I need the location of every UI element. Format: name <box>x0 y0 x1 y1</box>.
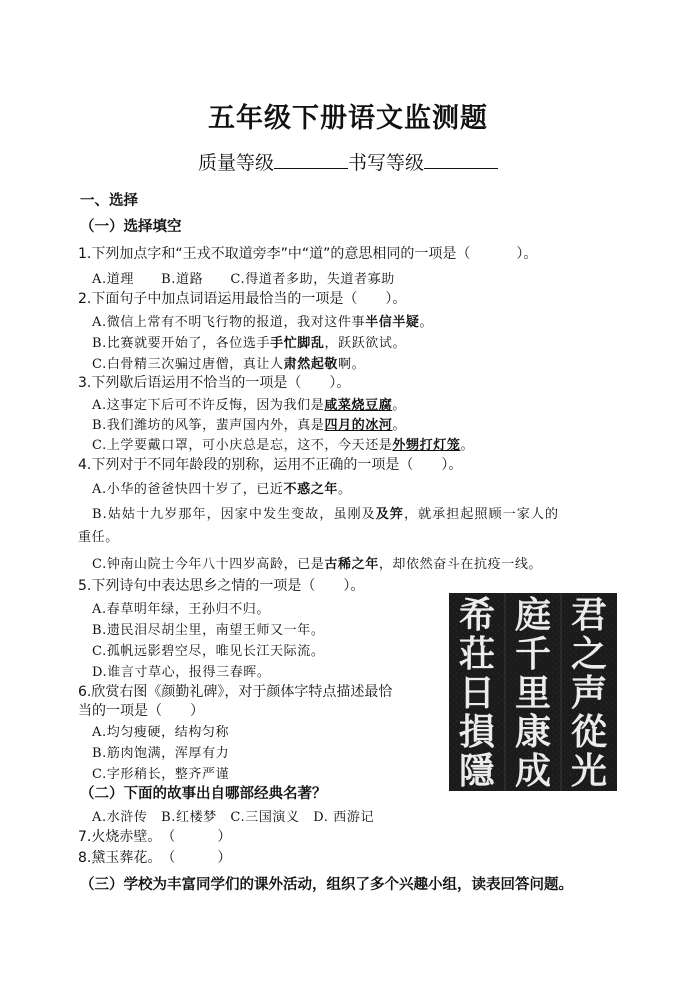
question-4-option-c: C.钟南山院士今年八十四岁高龄，已是古稀之年，却依然奋斗在抗疫一线。 <box>92 557 543 572</box>
question-5: 5.下列诗句中表达思乡之情的一项是（ ）。 <box>78 578 365 594</box>
question-4: 4.下列对于不同年龄段的别称，运用不正确的一项是（ ）。 <box>78 457 463 473</box>
calligraphy-char: 君 <box>570 594 608 636</box>
underlined-phrase: 外甥打灯笼 <box>392 438 461 453</box>
question-6-option-a: A.均匀瘦硬，结构匀称 <box>92 725 230 740</box>
question-2-option-a: A.微信上常有不明飞行物的报道，我对这件事半信半疑。 <box>92 315 434 330</box>
writing-label: 书写等级 <box>348 152 425 174</box>
question-1-end: ）。 <box>516 246 538 262</box>
book-options: A.水浒传 B.红楼梦 C.三国演义 D. 西游记 <box>92 810 375 825</box>
underlined-phrase: 四月的冰河 <box>324 418 393 433</box>
question-5-option-d: D.谁言寸草心，报得三春晖。 <box>92 665 271 680</box>
question-3-option-c: C.上学要戴口罩，可小庆总是忘，这不，今天还是外甥打灯笼。 <box>92 438 475 453</box>
question-2-option-c: C.白骨精三次骗过唐僧，真让人肃然起敬啊。 <box>92 357 366 372</box>
emphasized-word: 古稀之年 <box>324 557 379 572</box>
calligraphy-char: 成 <box>514 750 552 791</box>
question-6-option-b: B.筋肉饱满，浑厚有力 <box>92 746 230 761</box>
calligraphy-char: 隱 <box>458 750 496 791</box>
calligraphy-char: 損 <box>458 711 496 753</box>
subsection-heading-1: （一）选择填空 <box>80 218 182 235</box>
calligraphy-char: 千 <box>514 633 552 675</box>
emphasized-word: 及笄 <box>375 507 404 522</box>
subsection-heading-3: （三）学校为丰富同学们的课外活动，组织了多个兴趣小组，读表回答问题。 <box>80 876 573 893</box>
calligraphy-char: 光 <box>570 750 608 791</box>
question-4-option-a: A.小华的爸爸快四十岁了，已近不惑之年。 <box>92 482 352 497</box>
calligraphy-char: 希 <box>458 594 496 636</box>
page-title: 五年级下册语文监测题 <box>208 103 488 134</box>
question-3-option-a: A.这事定下后可不许反悔，因为我们是咸菜烧豆腐。 <box>92 398 406 413</box>
question-3-option-b: B.我们潍坊的风筝，蜚声国内外，真是四月的冰河。 <box>92 418 407 433</box>
question-5-option-a: A.春草明年绿，王孙归不归。 <box>92 602 270 617</box>
writing-blank[interactable] <box>424 152 498 169</box>
question-6: 6.欣赏右图《颜勤礼碑》，对于颜体字特点描述最恰 <box>78 684 393 700</box>
grade-line <box>0 148 696 175</box>
question-1 <box>78 243 537 263</box>
emphasized-word: 半信半疑 <box>365 315 420 330</box>
emphasized-word: 手忙脚乱 <box>270 336 325 351</box>
calligraphy-char: 日 <box>458 672 496 714</box>
question-4-option-b-cont: 重任。 <box>78 530 119 545</box>
question-5-option-c: C.孤帆远影碧空尽，唯见长江天际流。 <box>92 644 325 659</box>
underlined-phrase: 咸菜烧豆腐 <box>324 398 393 413</box>
calligraphy-char: 之 <box>570 633 608 675</box>
question-1-stem: 1.下列加点字和“王戎不取道旁李”中“道”的意思相同的一项是（ <box>78 246 471 262</box>
question-8: 8.黛玉葬花。 （ ） <box>78 850 232 866</box>
question-2-option-b: B.比赛就要开始了，各位选手手忙脚乱，跃跃欲试。 <box>92 336 407 351</box>
calligraphy-char: 声 <box>570 672 608 714</box>
question-7: 7.火烧赤壁。 （ ） <box>78 829 232 845</box>
yan-qinli-stele-image <box>449 593 617 791</box>
calligraphy-char: 里 <box>514 672 552 714</box>
quality-label: 质量等级 <box>197 152 274 174</box>
question-4-option-b: B.姑姑十九岁那年，因家中发生变故，虽刚及及笄，就承担起照顾一家人的 <box>92 507 560 522</box>
quality-blank[interactable] <box>274 152 348 169</box>
calligraphy-char: 庭 <box>514 594 552 636</box>
question-1-options: A.道理 B.道路 C.得道者多助，失道者寡助 <box>92 272 395 287</box>
question-5-option-b: B.遗民泪尽胡尘里，南望王师又一年。 <box>92 623 325 638</box>
calligraphy-char: 荘 <box>458 633 496 675</box>
calligraphy-char: 康 <box>514 711 552 753</box>
question-6-cont: 当的一项是（ ） <box>78 703 204 719</box>
question-2: 2.下面句子中加点词语运用最恰当的一项是（ ）。 <box>78 291 407 307</box>
emphasized-word: 肃然起敬 <box>283 357 339 372</box>
section-heading: 一、选择 <box>80 192 138 209</box>
question-6-option-c: C.字形稍长，整齐严谨 <box>92 767 230 782</box>
calligraphy-char: 從 <box>570 711 608 753</box>
subsection-heading-2: （二）下面的故事出自哪部经典名著？ <box>80 785 327 802</box>
question-3: 3.下列歇后语运用不恰当的一项是（ ）。 <box>78 375 351 391</box>
emphasized-word: 不惑之年 <box>283 482 338 497</box>
